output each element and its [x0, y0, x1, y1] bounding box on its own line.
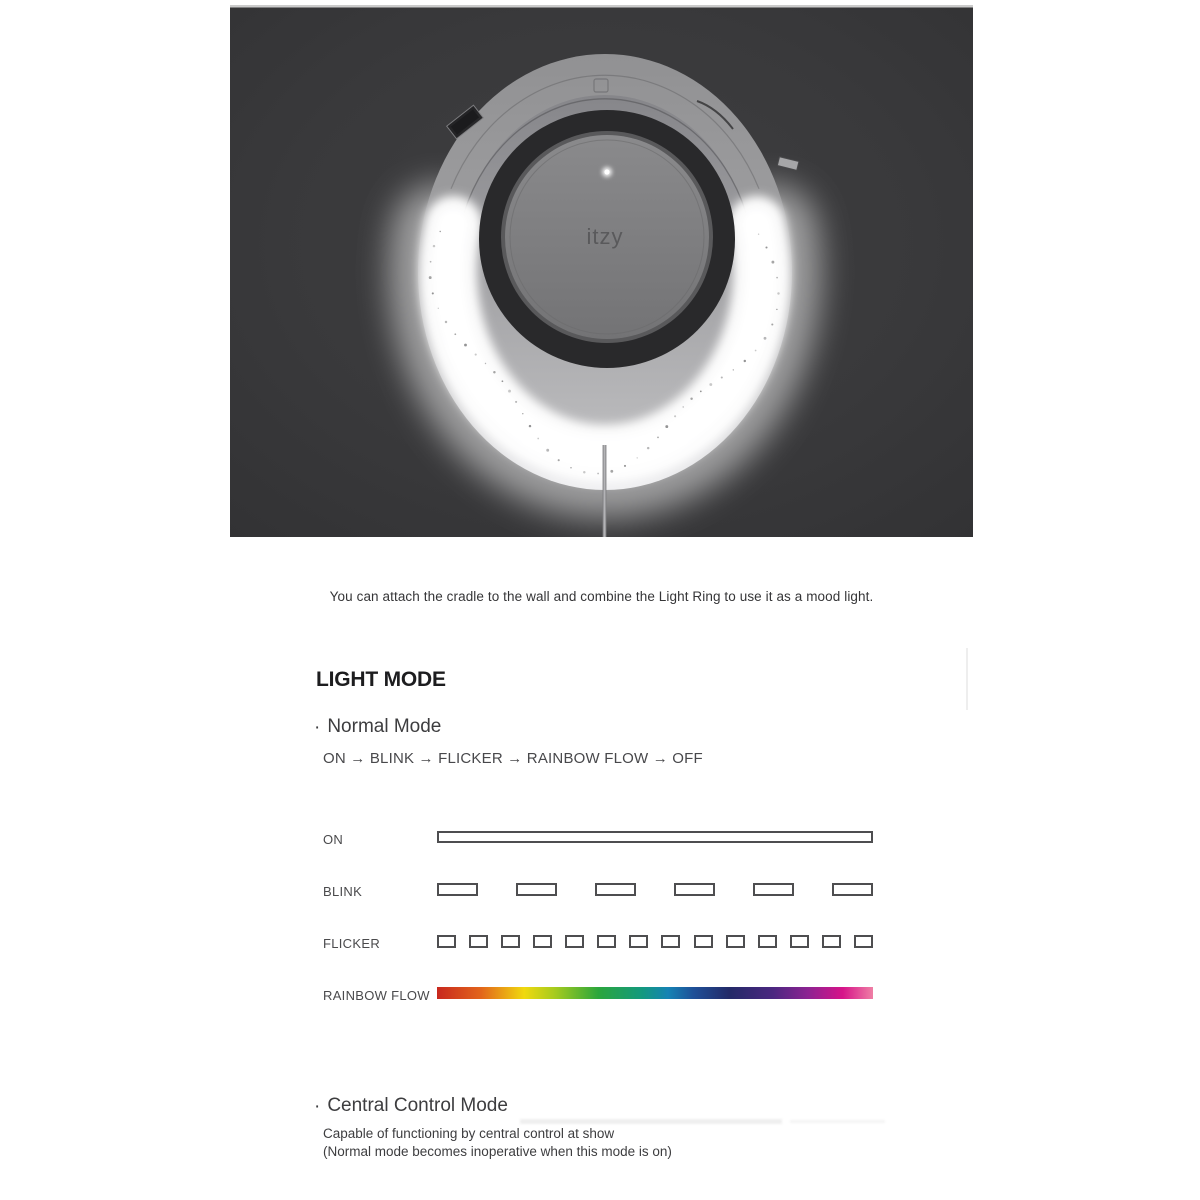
flicker-segment: [629, 935, 648, 948]
power-cable: [603, 445, 607, 537]
central-control-label: Central Control Mode: [327, 1095, 508, 1116]
light-mode-row-rainbow-flow: [323, 982, 873, 1034]
row-label: BLINK: [323, 884, 363, 899]
row-label: FLICKER: [323, 936, 381, 951]
flicker-segment: [661, 935, 680, 948]
rainbow-flow-bar: [437, 987, 873, 999]
blink-segment: [832, 883, 873, 896]
light-mode-rows: [323, 826, 873, 1034]
blink-segment: [753, 883, 794, 896]
row-label: RAINBOW FLOW: [323, 988, 430, 1003]
flicker-segment: [469, 935, 488, 948]
central-control-heading: [314, 1095, 508, 1117]
scan-artifact: [966, 648, 968, 710]
on-segment: [437, 831, 873, 843]
blink-segment: [595, 883, 636, 896]
row-graphic: [437, 987, 873, 999]
light-mode-row-flicker: [323, 930, 873, 982]
flicker-segment: [726, 935, 745, 948]
scan-artifact: [520, 1119, 782, 1124]
row-graphic: [437, 935, 873, 948]
light-mode-row-blink: [323, 878, 873, 930]
itzy-logo-text: itzy: [586, 224, 624, 249]
photo-caption: You can attach the cradle to the wall and combine the Light Ring to use it as a mood light.: [329, 589, 874, 604]
row-label: ON: [323, 832, 344, 847]
led-dot: [604, 169, 609, 174]
flicker-segment: [758, 935, 777, 948]
scan-artifact: [790, 1120, 885, 1123]
flicker-segment: [565, 935, 584, 948]
flicker-segment: [790, 935, 809, 948]
blink-segment: [516, 883, 557, 896]
central-control-line1: Capable of functioning by central control at show: [323, 1126, 615, 1141]
flicker-segment: [822, 935, 841, 948]
product-photo: [230, 5, 973, 537]
blink-segment: [437, 883, 478, 896]
row-graphic: [437, 883, 873, 896]
mode-sequence: ON → BLINK → FLICKER → RAINBOW FLOW → OFF: [323, 750, 703, 767]
flicker-segment: [533, 935, 552, 948]
photo-top-edge: [230, 5, 973, 8]
flicker-segment: [597, 935, 616, 948]
normal-mode-label: Normal Mode: [327, 716, 442, 737]
bullet-icon: ·: [314, 716, 321, 738]
flicker-segment: [437, 935, 456, 948]
device-illustration: [230, 5, 973, 537]
blink-segment: [674, 883, 715, 896]
flicker-segment: [854, 935, 873, 948]
central-control-line2: (Normal mode becomes inoperative when this mode is on): [323, 1144, 672, 1159]
normal-mode-heading: [314, 716, 441, 738]
flicker-segment: [694, 935, 713, 948]
row-graphic: [437, 831, 873, 843]
flicker-segment: [501, 935, 520, 948]
light-mode-title: LIGHT MODE: [316, 668, 446, 691]
bullet-icon: ·: [314, 1095, 321, 1117]
light-mode-row-on: [323, 826, 873, 878]
